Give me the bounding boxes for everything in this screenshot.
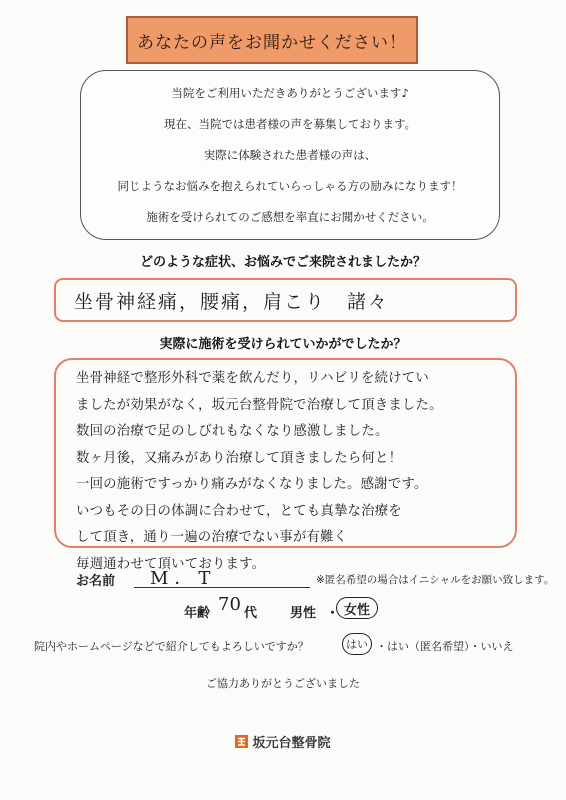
page-title: あなたの声をお聞かせください！ (126, 16, 418, 64)
answer-line: 坐骨神経で整形外科で薬を飲んだり，リハビリを続けてい (76, 371, 429, 386)
name-field: M．T (134, 564, 310, 588)
intro-box (80, 70, 500, 240)
gender-male-option: 男性 (290, 606, 317, 621)
answer-line: いつもその日の体調に合わせて，とても真摯な治療を (76, 503, 402, 519)
intro-line: 同じようなお悩みを抱えられていらっしゃる方の励みになります！ (117, 179, 463, 193)
question-symptoms: どのような症状、お悩みでご来院されましたか？ (139, 255, 426, 270)
consent-row (34, 633, 554, 657)
answer-line: 毎週通わせて頂いております。 (76, 556, 266, 572)
gender-separator: ・ (326, 606, 340, 621)
answer-line: 数回の治療で足のしびれもなくなり感激しました。 (76, 424, 389, 439)
thanks-text: ご協力ありがとうございました (206, 677, 360, 690)
name-row (76, 568, 555, 590)
answer-symptoms: 坐骨神経痛，腰痛，肩こり 諸々 (54, 278, 517, 322)
question-impression: 実際に施術を受けられていかがでしたか？ (159, 337, 407, 352)
intro-line: 実際に体験された患者様の声は、 (203, 148, 377, 162)
answer-line: ましたが効果がなく，坂元台整骨院で治療して頂きました。 (76, 397, 443, 413)
gender-female-option-selected: 女性 (336, 597, 378, 619)
answer-impression (54, 358, 517, 572)
consent-question: 院内やホームページなどで紹介してもよろしいですか？ (34, 640, 309, 653)
answer-line: 数ヶ月後，又痛みがあり治療して頂きましたら何と！ (76, 450, 403, 466)
age-gender-row (184, 594, 444, 622)
age-unit: 代 (244, 606, 258, 621)
name-note: ※匿名希望の場合はイニシャルをお願い致します。 (316, 574, 555, 586)
name-label: お名前 (76, 574, 116, 589)
intro-line: 当院をご利用いただきありがとうございます♪ (171, 86, 409, 100)
clinic-logo-icon (235, 735, 248, 748)
clinic-footer (0, 732, 566, 751)
consent-other-options: ・はい（匿名希望）・いいえ (376, 640, 514, 653)
answer-line: して頂き，通り一遍の治療でない事が有難く (76, 530, 348, 545)
intro-line: 現在、当院では患者様の声を募集しております。 (163, 117, 417, 131)
clinic-name: 坂元台整骨院 (252, 736, 331, 751)
age-label: 年齢 (184, 606, 211, 621)
consent-yes-option-selected: はい (342, 633, 372, 655)
intro-line: 施術を受けられてのご感想を率直にお聞かせください。 (146, 210, 434, 224)
answer-line: 一回の施術ですっかり痛みがなくなりました。感謝です。 (76, 477, 428, 492)
age-field: 70 (218, 594, 241, 615)
